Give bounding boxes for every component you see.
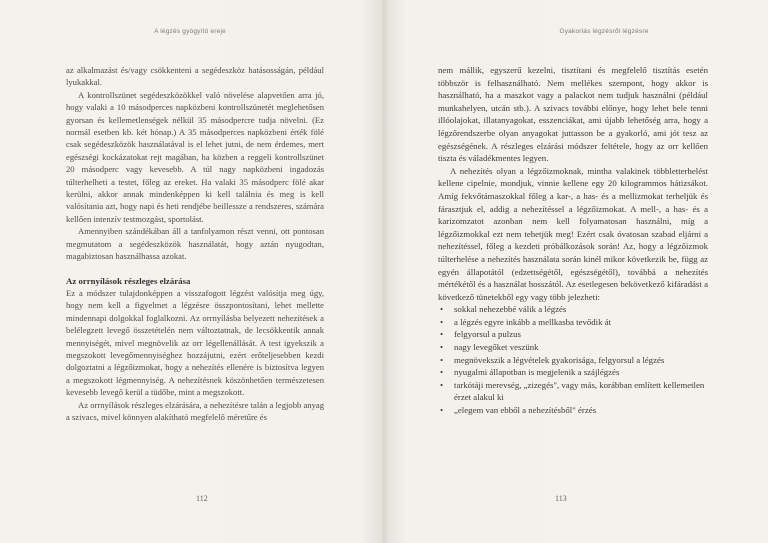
list-item: • „elegem van ebből a nehezítésből" érzés: [438, 404, 708, 417]
running-head: Gyakorlás légzésről légzésre: [559, 28, 649, 35]
paragraph: Amennyiben szándékában áll a tanfolyamon részt venni, ott pontosan megmutatom a segédeszközök használatát, hogy aztán nyugodtan, magabiztosan használhassa azokat.: [66, 226, 324, 262]
right-page: [384, 0, 768, 543]
paragraph: Ez a módszer tulajdonképpen a visszafogott légzést valósítja meg úgy, hogy nem kell a figyelmet a légzésre összpontosítani, lehet mellette mindennapi dolgokkal foglalkozni. Az orrnyílásba belyezett nehezítések a belélegzett levegő összetételén nem változtatnak, de lecsökkentik annak mennyiségét, mivel megnövelik az orr légellenállását. A test igyekszik a megszokott levegőmennyiséghez hozzájutni, ezért erőteljesebben kezdi dolgoztatni a légzőizmokat, hogy a nehezítés ellenére is biztosítva legyen a megszokott légmennyiség. A nehezítésnek köszönhetően természetesen kevesebb levegő kerül a tüdőbe, mint a megszokott.: [66, 287, 324, 398]
list-item: • nagy levegőket veszünk: [438, 341, 708, 354]
paragraph: az alkalmazást és/vagy csökkenteni a segédeszköz hatásosságán, például lyukakkal.: [66, 65, 324, 88]
list-item: • sokkal nehezebbé válik a légzés: [438, 303, 708, 316]
page-body: [66, 64, 324, 423]
list-item: • tarkótáji merevség, „zizegés", vagy más, korábban említett kellemetlen érzet alakul ki: [438, 379, 708, 404]
page-number: 112: [196, 494, 208, 503]
running-head: A légzés gyógyító ereje: [154, 28, 226, 35]
list-item: • nyugalmi állapotban is megjelenik a szájlégzés: [438, 366, 708, 379]
paragraph: nem mállik, egyszerű kezelni, tisztítani és megfelelő tisztítás esetén többször is felhasználható. Nem mellékes szempont, hogy akkor is használható, ha a maszkot vagy a palackot nem tudjuk használni (például munkahelyen, utcán stb.). A szivacs további előnye, hogy lehet bele tenni illóolajokat, illatanyagokat, esszenciákat, ami újabb lehetőség arra, hogy a légzőrendszerbe olyan anyagokat juttasson be a gyakorló, ami jót tesz az egészségének. A részleges elzárási módszer feltétele, hogy az orr kellően tiszta és váladékmentes legyen.: [438, 65, 708, 164]
symptom-list: [438, 303, 708, 416]
page-number: 113: [555, 494, 567, 503]
paragraph: A nehezítés olyan a légzőizmoknak, mintha valakinek többletterhelést kellene cipelnie, mondjuk, vinnie kellene egy 20 kilogrammos hátizsákot. Amíg fekvőtámaszokkal főleg a kar-, a has- és a mellizmokat terheljük és fárasztjuk el, addig a nehezítéssel a légzőizmokat. A mell-, a has- és a karizomzatot azonban nem kell folyamatosan használni, míg a légzőizmokkal ezt nem tehetjük meg! Ezért csak óvatosan szabad eljárni a nehezítéssel, főleg a kezdeti próbálkozások során! Az, hogy a légzőizmok túlterhelése a nehezítés használata során kinél mikor következik be, függ az egyén állapotától (edzettségétől, egészségétől), továbbá a nehezítés mértékétől és a használat hosszától. Az esetlegesen bekövetkező kifáradást a következő tünetekből egy vagy több jelezheti:: [438, 165, 708, 302]
paragraph: A kontrollszünet segédeszközökkel való növelése alapvetően arra jó, hogy valaki a 10 másodperces napközbeni kontrollszünetét meglehetősen gyorsan és kellemetlenségek nélkül 35 másodpercre tudja növelni. (Ez normál esetben kb. két hónap.) A 35 másodperces napközbeni érték fölé csak segédeszközök használatával is el lehet jutni, de nem érdemes, mert egészségi kockázatokat rejt magában, ha közben a reggeli kontrollszünet 20 másodperc vagy kevesebb. A túl nagy napközbeni ingadozás túlterhelheti a testet, főleg az ereket. Ha valaki 35 másodperc fölé akar kerülni, akkor annak mindenképpen ki kell találnia és meg is kell valósítania azt, hogy napi és heti rendjébe beillessze a rendszeres, számára kellően intenzív testmozgást, sportolást.: [66, 89, 324, 224]
page-body: [438, 64, 708, 417]
section-heading: Az orrnyílások részleges elzárása: [66, 275, 191, 286]
list-item: • a légzés egyre inkább a mellkasba tevődik át: [438, 316, 708, 329]
list-item: • felgyorsul a pulzus: [438, 328, 708, 341]
paragraph: Az orrnyílások részleges elzárására, a nehezítésre talán a legjobb anyag a szivacs, mivel könnyen alakítható megfelelő méretűre és: [66, 399, 324, 422]
list-item: • megnövekszik a légvételek gyakorisága, felgyorsul a légzés: [438, 354, 708, 367]
